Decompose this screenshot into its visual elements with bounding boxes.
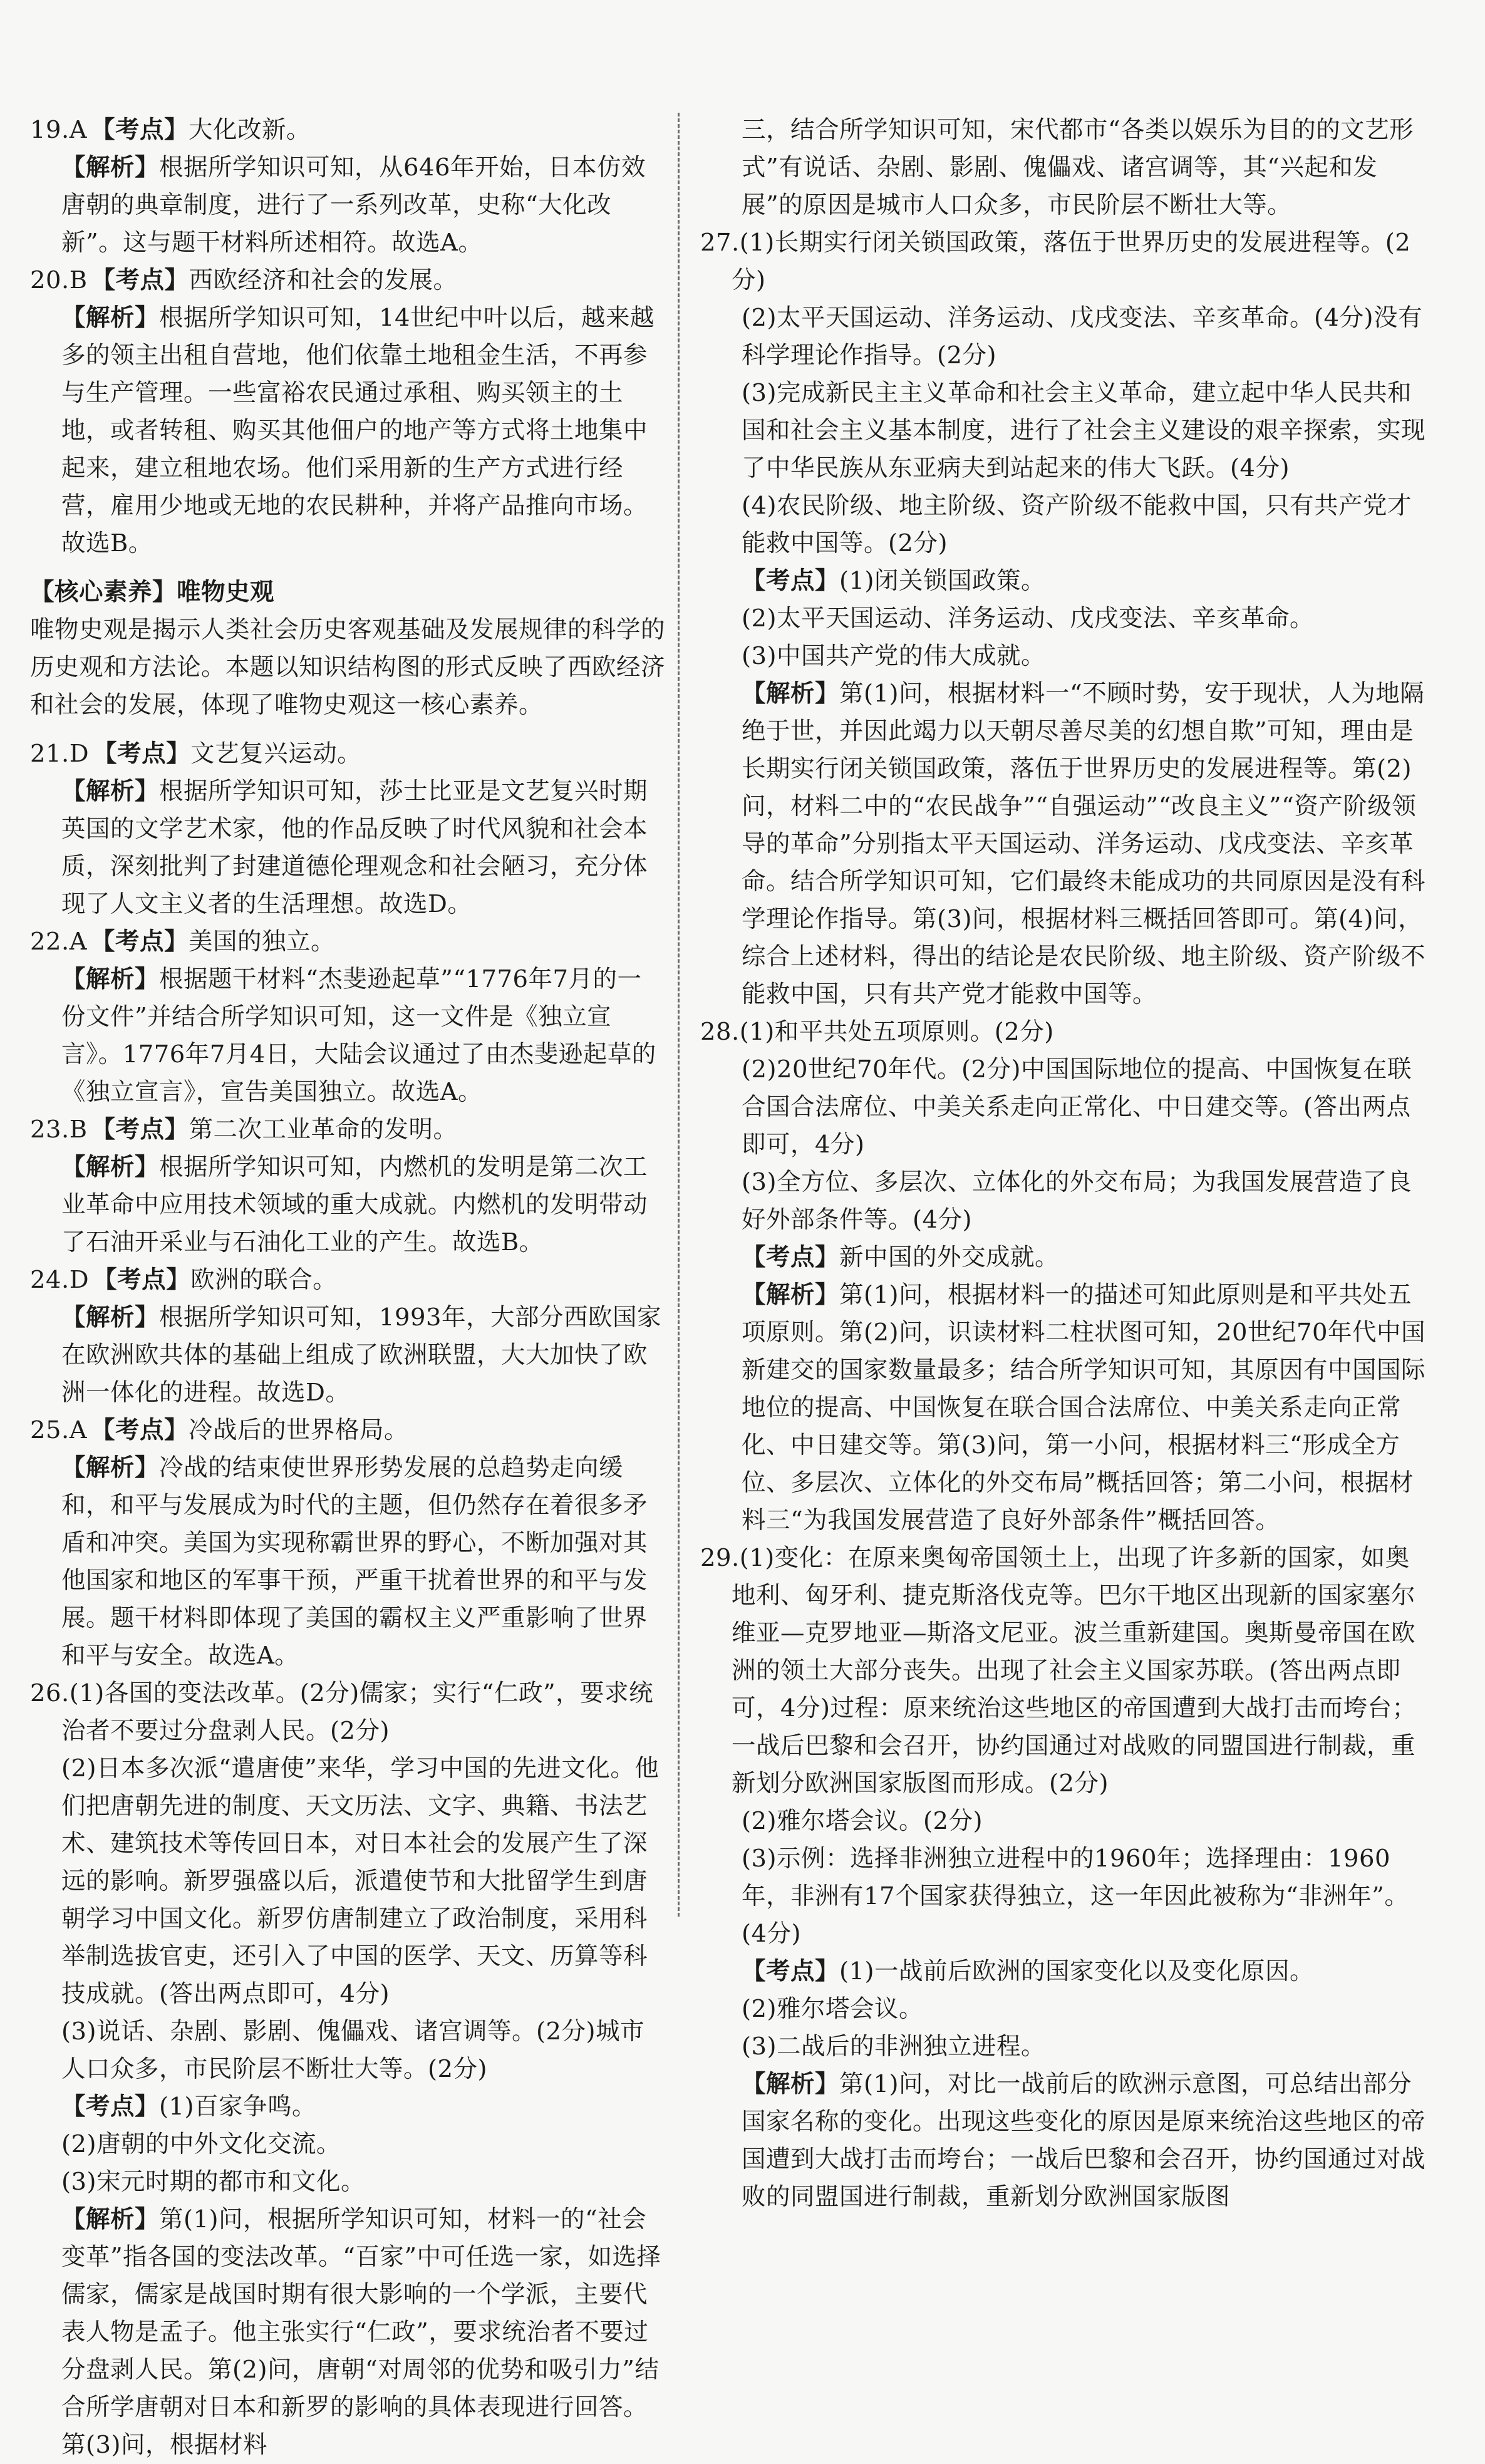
question-number: 21.D xyxy=(30,740,90,768)
jiexi-text: 第(1)问，对比一战前后的欧洲示意图，可总结出部分国家名称的变化。出现这些变化的原因是原来统治这些地区的帝国遭到大战打击而垮台；一战后巴黎和会召开，协约国通过对战败的同盟国进行制裁，重新划分欧洲国家版图 xyxy=(742,2070,1426,2211)
jiexi-label: 【解析】 xyxy=(61,153,160,182)
kaodian-item-3: (3)二战后的非洲独立进程。 xyxy=(742,2032,1046,2061)
question-number: 22.A xyxy=(30,928,88,956)
answer-25 xyxy=(30,1412,665,1675)
jiexi-label: 【解析】 xyxy=(61,965,160,993)
core-literacy-title: 唯物史观 xyxy=(177,578,275,606)
jiexi-label: 【解析】 xyxy=(61,304,160,332)
kaodian-text: 欧洲的联合。 xyxy=(190,1266,338,1294)
answer-29 xyxy=(700,1540,1427,2216)
answer-26-continued xyxy=(700,111,1427,224)
question-number: 23.B xyxy=(30,1116,88,1144)
kaodian-item-3: (3)宋元时期的都市和文化。 xyxy=(61,2168,366,2196)
question-number: 24.D xyxy=(30,1266,90,1294)
kaodian-item-2: (2)太平天国运动、洋务运动、戊戌变法、辛亥革命。 xyxy=(742,604,1315,633)
answer-29-part-3: (3)示例：选择非洲独立进程中的1960年；选择理由：1960年，非洲有17个国家获得独立，这一年因此被称为“非洲年”。(4分) xyxy=(742,1845,1409,1948)
answer-29-part-1: 29.(1)变化：在原来奥匈帝国领土上，出现了许多新的国家，如奥地利、匈牙利、捷克斯洛伐克等。巴尔干地区出现新的国家塞尔维亚—克罗地亚—斯洛文尼亚。波兰重新建国。奥斯曼帝国在欧洲的领土大部分丧失。出现了社会主义国家苏联。(答出两点即可，4分)过程：原来统治这些地区的帝国遭到大战打击而垮台；一战后巴黎和会召开，协约国通过对战败的同盟国进行制裁，重新划分欧洲国家版图而形成。(2分) xyxy=(700,1544,1417,1798)
kaodian-label: 【考点】 xyxy=(742,1957,840,1985)
kaodian-text: 大化改新。 xyxy=(189,116,311,144)
jiexi-text: 根据所学知识可知，莎士比亚是文艺复兴时期英国的文学艺术家，他的作品反映了时代风貌和社会本质，深刻批判了封建道德伦理观念和社会陋习，充分体现了人文主义者的生活理想。故选D。 xyxy=(61,777,648,918)
answer-28-part-3: (3)全方位、多层次、立体化的外交布局；为我国发展营造了良好外部条件等。(4分) xyxy=(742,1168,1412,1234)
answer-27-part-3: (3)完成新民主主义革命和社会主义革命，建立起中华人民共和国和社会主义基本制度，进行了社会主义建设的艰辛探索，实现了中华民族从东亚病夫到站起来的伟大飞跃。(4分) xyxy=(742,379,1426,482)
kaodian-item-3: (3)中国共产党的伟大成就。 xyxy=(742,642,1046,670)
answer-20 xyxy=(30,262,665,562)
answer-29-part-2: (2)雅尔塔会议。(2分) xyxy=(742,1807,983,1835)
kaodian-text: 美国的独立。 xyxy=(189,928,336,956)
jiexi-text: 根据所学知识可知，从646年开始，日本仿效唐朝的典章制度，进行了一系列改革，史称“大化改新”。这与题干材料所述相符。故选A。 xyxy=(61,153,646,257)
kaodian-label: 【考点】 xyxy=(91,266,189,294)
kaodian-text: 文艺复兴运动。 xyxy=(190,740,362,768)
question-number: 25.A xyxy=(30,1416,88,1444)
answer-27-part-4: (4)农民阶级、地主阶级、资产阶级不能救中国，只有共产党才能救中国等。(2分) xyxy=(742,492,1412,557)
answer-22 xyxy=(30,923,665,1111)
answer-19 xyxy=(30,111,665,262)
answer-26-part-3: (3)说话、杂剧、影剧、傀儡戏、诸宫调等。(2分)城市人口众多，市民阶层不断壮大等。(2分) xyxy=(61,2017,645,2083)
kaodian-item-2: (2)唐朝的中外文化交流。 xyxy=(61,2130,341,2158)
jiexi-text: 根据题干材料“杰斐逊起草”“1776年7月的一份文件”并结合所学知识可知，这一文件是《独立宣言》。1776年7月4日，大陆会议通过了由杰斐逊起草的《独立宣言》，宣告美国独立。故选A。 xyxy=(61,965,656,1106)
jiexi-label: 【解析】 xyxy=(742,680,840,708)
answer-24 xyxy=(30,1261,665,1412)
answer-26-part-2: (2)日本多次派“遣唐使”来华，学习中国的先进文化。他们把唐朝先进的制度、天文历法、文字、典籍、书法艺术、建筑技术等传回日本，对日本社会的发展产生了深远的影响。新罗强盛以后，派遣使节和大批留学生到唐朝学习中国文化。新罗仿唐制建立了政治制度，采用科举制选拔官吏，还引入了中国的医学、天文、历算等科技成就。(答出两点即可，4分) xyxy=(61,1754,660,2008)
kaodian-label: 【考点】 xyxy=(91,928,189,956)
jiexi-text: 冷战的结束使世界形势发展的总趋势走向缓和，和平与发展成为时代的主题，但仍然存在着很多矛盾和冲突。美国为实现称霸世界的野心，不断加强对其他国家和地区的军事干预，严重干扰着世界的和平与发展。题干材料即体现了美国的霸权主义严重影响了世界和平与安全。故选A。 xyxy=(61,1454,648,1670)
answer-27-part-2: (2)太平天国运动、洋务运动、戊戌变法、辛亥革命。(4分)没有科学理论作指导。(2分) xyxy=(742,304,1423,370)
jiexi-label: 【解析】 xyxy=(61,1454,160,1482)
jiexi-text: 第(1)问，根据材料一“不顾时势，安于现状，人为地隔绝于世，并因此竭力以天朝尽善尽美的幻想自欺”可知，理由是长期实行闭关锁国政策，落伍于世界历史的发展进程等。第(2)问，材料二中的“农民战争”“自强运动”“改良主义”“资产阶级领导的革命”分别指太平天国运动、洋务运动、戊戌变法、辛亥革命。结合所学知识可知，它们最终未能成功的共同原因是没有科学理论作指导。第(3)问，根据材料三概括回答即可。第(4)问，综合上述材料，得出的结论是农民阶级、地主阶级、资产阶级不能救中国，只有共产党才能救中国等。 xyxy=(742,680,1426,1008)
kaodian-item-1: (1)一战前后欧洲的国家变化以及变化原因。 xyxy=(839,1957,1315,1985)
jiexi-label: 【解析】 xyxy=(61,1303,160,1332)
core-literacy-label: 【核心素养】 xyxy=(30,578,177,606)
answer-21 xyxy=(30,735,665,923)
jiexi-text: 第(1)问，根据所学知识可知，材料一的“社会变革”指各国的变法改革。“百家”中可任选一家，如选择儒家，儒家是战国时期有很大影响的一个学派，主要代表人物是孟子。他主张实行“仁政”，要求统治者不要过分盘剥人民。第(2)问，唐朝“对周邻的优势和吸引力”结合所学唐朝对日本和新罗的影响的具体表现进行回答。第(3)问，根据材料 xyxy=(61,2205,661,2459)
answer-28-part-2: (2)20世纪70年代。(2分)中国国际地位的提高、中国恢复在联合国合法席位、中美关系走向正常化、中日建交等。(答出两点即可，4分) xyxy=(742,1055,1412,1159)
jiexi-label: 【解析】 xyxy=(742,2070,840,2098)
kaodian-label: 【考点】 xyxy=(61,2093,160,2121)
kaodian-label: 【考点】 xyxy=(91,116,189,144)
jiexi-label: 【解析】 xyxy=(61,1153,160,1181)
jiexi-text: 根据所学知识可知，14世纪中叶以后，越来越多的领主出租自营地，他们依靠土地租金生活，不再参与生产管理。一些富裕农民通过承租、购买领主的土地，或者转租、购买其他佃户的地产等方式将土地集中起来，建立租地农场。他们采用新的生产方式进行经营，雇用少地或无地的农民耕种，并将产品推向市场。故选B。 xyxy=(61,304,655,557)
left-column xyxy=(30,111,665,2464)
answer-23 xyxy=(30,1111,665,1261)
answer-27 xyxy=(700,224,1427,1013)
right-column xyxy=(700,111,1427,2216)
jiexi-label: 【解析】 xyxy=(742,1281,840,1309)
answer-26-part-1: 26.(1)各国的变法改革。(2分)儒家；实行“仁政”，要求统治者不要过分盘剥人民。(2分) xyxy=(30,1679,654,1745)
kaodian-text: 第二次工业革命的发明。 xyxy=(189,1116,458,1144)
jiexi-text-continued: 三，结合所学知识可知，宋代都市“各类以娱乐为目的的文艺形式”有说话、杂剧、影剧、傀儡戏、诸宫调等，其“兴起和发展”的原因是城市人口众多，市民阶层不断壮大等。 xyxy=(742,116,1414,219)
kaodian-label: 【考点】 xyxy=(742,567,840,595)
kaodian-item-2: (2)雅尔塔会议。 xyxy=(742,1995,924,2023)
kaodian-text: 西欧经济和社会的发展。 xyxy=(189,266,458,294)
jiexi-label: 【解析】 xyxy=(61,777,160,805)
kaodian-label: 【考点】 xyxy=(93,740,191,768)
kaodian-label: 【考点】 xyxy=(91,1416,189,1444)
kaodian-label: 【考点】 xyxy=(742,1243,840,1271)
jiexi-text: 根据所学知识可知，内燃机的发明是第二次工业革命中应用技术领域的重大成就。内燃机的发明带动了石油开采业与石油化工业的产生。故选B。 xyxy=(61,1153,648,1256)
core-literacy-box xyxy=(30,574,665,724)
answer-27-part-1: 27.(1)长期实行闭关锁国政策，落伍于世界历史的发展进程等。(2分) xyxy=(700,229,1411,294)
question-number: 20.B xyxy=(30,266,88,294)
column-divider xyxy=(678,113,680,1917)
answer-28-part-1: 28.(1)和平共处五项原则。(2分) xyxy=(700,1018,1054,1046)
kaodian-label: 【考点】 xyxy=(91,1116,189,1144)
question-number: 19.A xyxy=(30,116,88,144)
jiexi-text: 根据所学知识可知，1993年，大部分西欧国家在欧洲欧共体的基础上组成了欧洲联盟，大大加快了欧洲一体化的进程。故选D。 xyxy=(61,1303,661,1407)
answer-28 xyxy=(700,1013,1427,1540)
kaodian-text: 新中国的外交成就。 xyxy=(839,1243,1060,1271)
core-literacy-text: 唯物史观是揭示人类社会历史客观基础及发展规律的科学的历史观和方法论。本题以知识结构图的形式反映了西欧经济和社会的发展，体现了唯物史观这一核心素养。 xyxy=(30,616,666,719)
kaodian-label: 【考点】 xyxy=(93,1266,191,1294)
kaodian-text: 冷战后的世界格局。 xyxy=(189,1416,409,1444)
answer-26 xyxy=(30,1675,665,2464)
jiexi-label: 【解析】 xyxy=(61,2205,160,2234)
jiexi-text: 第(1)问，根据材料一的描述可知此原则是和平共处五项原则。第(2)问，识读材料二柱状图可知，20世纪70年代中国新建交的国家数量最多；结合所学知识可知，其原因有中国国际地位的提高、中国恢复在联合国合法席位、中美关系走向正常化、中日建交等。第(3)问，第一小问，根据材料三“形成全方位、多层次、立体化的外交布局”概括回答；第二小问，根据材料三“为我国发展营造了良好外部条件”概括回答。 xyxy=(742,1281,1426,1535)
kaodian-item-1: (1)百家争鸣。 xyxy=(159,2093,317,2121)
kaodian-item-1: (1)闭关锁国政策。 xyxy=(839,567,1046,595)
